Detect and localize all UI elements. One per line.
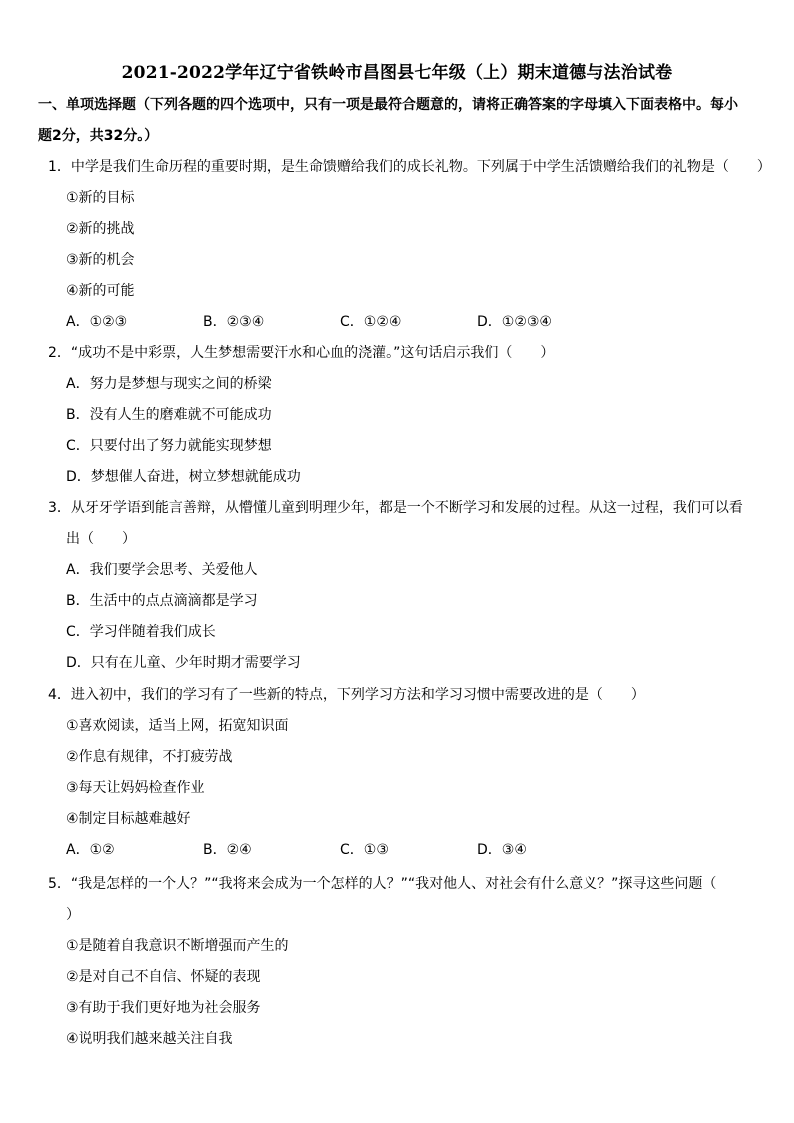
question-4-choice-c: C．①③	[340, 842, 389, 858]
question-5-stem-line-2: ）	[66, 907, 80, 923]
question-5-item-4: ④说明我们越来越关注自我	[66, 1031, 233, 1047]
question-2-option-d: D．梦想催人奋进，树立梦想就能成功	[66, 469, 301, 485]
question-5-item-3: ③有助于我们更好地为社会服务	[66, 1000, 261, 1016]
question-3-option-b: B．生活中的点点滴滴都是学习	[66, 593, 258, 609]
question-1-choice-a: A．①②③	[66, 314, 128, 330]
question-1-choice-b: B．②③④	[203, 314, 265, 330]
question-5-item-1: ①是随着自我意识不断增强而产生的	[66, 938, 289, 954]
question-4-choice-b: B．②④	[203, 842, 252, 858]
question-4-item-4: ④制定目标越难越好	[66, 811, 191, 827]
question-3-option-d: D．只有在儿童、少年时期才需要学习	[66, 655, 301, 671]
question-2-option-b: B．没有人生的磨难就不可能成功	[66, 407, 272, 423]
question-1-stem: 1．中学是我们生命历程的重要时期，是生命馈赠给我们的成长礼物。下列属于中学生活馈赠给我们的礼物是（ ）	[48, 159, 771, 175]
page-title: 2021-2022学年辽宁省铁岭市昌图县七年级（上）期末道德与法治试卷	[121, 63, 673, 83]
question-3-stem-line-2: 出（ ）	[66, 531, 136, 547]
question-2-option-c: C．只要付出了努力就能实现梦想	[66, 438, 272, 454]
question-3-stem-line-1: 3．从牙牙学语到能言善辩，从懵懂儿童到明理少年，都是一个不断学习和发展的过程。从这一过程，我们可以看	[48, 500, 743, 516]
question-1-item-1: ①新的目标	[66, 190, 135, 206]
question-2-stem: 2．“成功不是中彩票，人生梦想需要汗水和心血的浇灌。”这句话启示我们（ ）	[48, 345, 555, 361]
section-instruction-line-2: 题2分，共32分。）	[38, 128, 159, 144]
question-2-option-a: A．努力是梦想与现实之间的桥梁	[66, 376, 272, 392]
question-5-stem-line-1: 5．“我是怎样的一个人？”“我将来会成为一个怎样的人？”“我对他人、对社会有什么意义？”探寻这些问题（	[48, 876, 717, 892]
section-instruction-line-1: 一、单项选择题（下列各题的四个选项中，只有一项是最符合题意的，请将正确答案的字母填入下面表格中。每小	[38, 97, 738, 113]
question-1-choice-c: C．①②④	[340, 314, 402, 330]
question-1-choice-d: D．①②③④	[477, 314, 552, 330]
question-4-choice-d: D．③④	[477, 842, 527, 858]
question-1-item-4: ④新的可能	[66, 283, 135, 299]
question-4-stem: 4．进入初中，我们的学习有了一些新的特点，下列学习方法和学习习惯中需要改进的是（ ）	[48, 687, 645, 703]
question-1-item-3: ③新的机会	[66, 252, 135, 268]
question-4-item-3: ③每天让妈妈检查作业	[66, 780, 205, 796]
question-4-item-2: ②作息有规律，不打疲劳战	[66, 749, 233, 765]
question-1-choices	[66, 307, 686, 338]
question-4-choice-a: A．①②	[66, 842, 115, 858]
question-3-option-a: A．我们要学会思考、关爱他人	[66, 562, 258, 578]
question-4-choices	[66, 835, 686, 866]
question-3-option-c: C．学习伴随着我们成长	[66, 624, 216, 640]
question-1-item-2: ②新的挑战	[66, 221, 135, 237]
question-4-item-1: ①喜欢阅读，适当上网，拓宽知识面	[66, 718, 289, 734]
question-5-item-2: ②是对自己不自信、怀疑的表现	[66, 969, 261, 985]
